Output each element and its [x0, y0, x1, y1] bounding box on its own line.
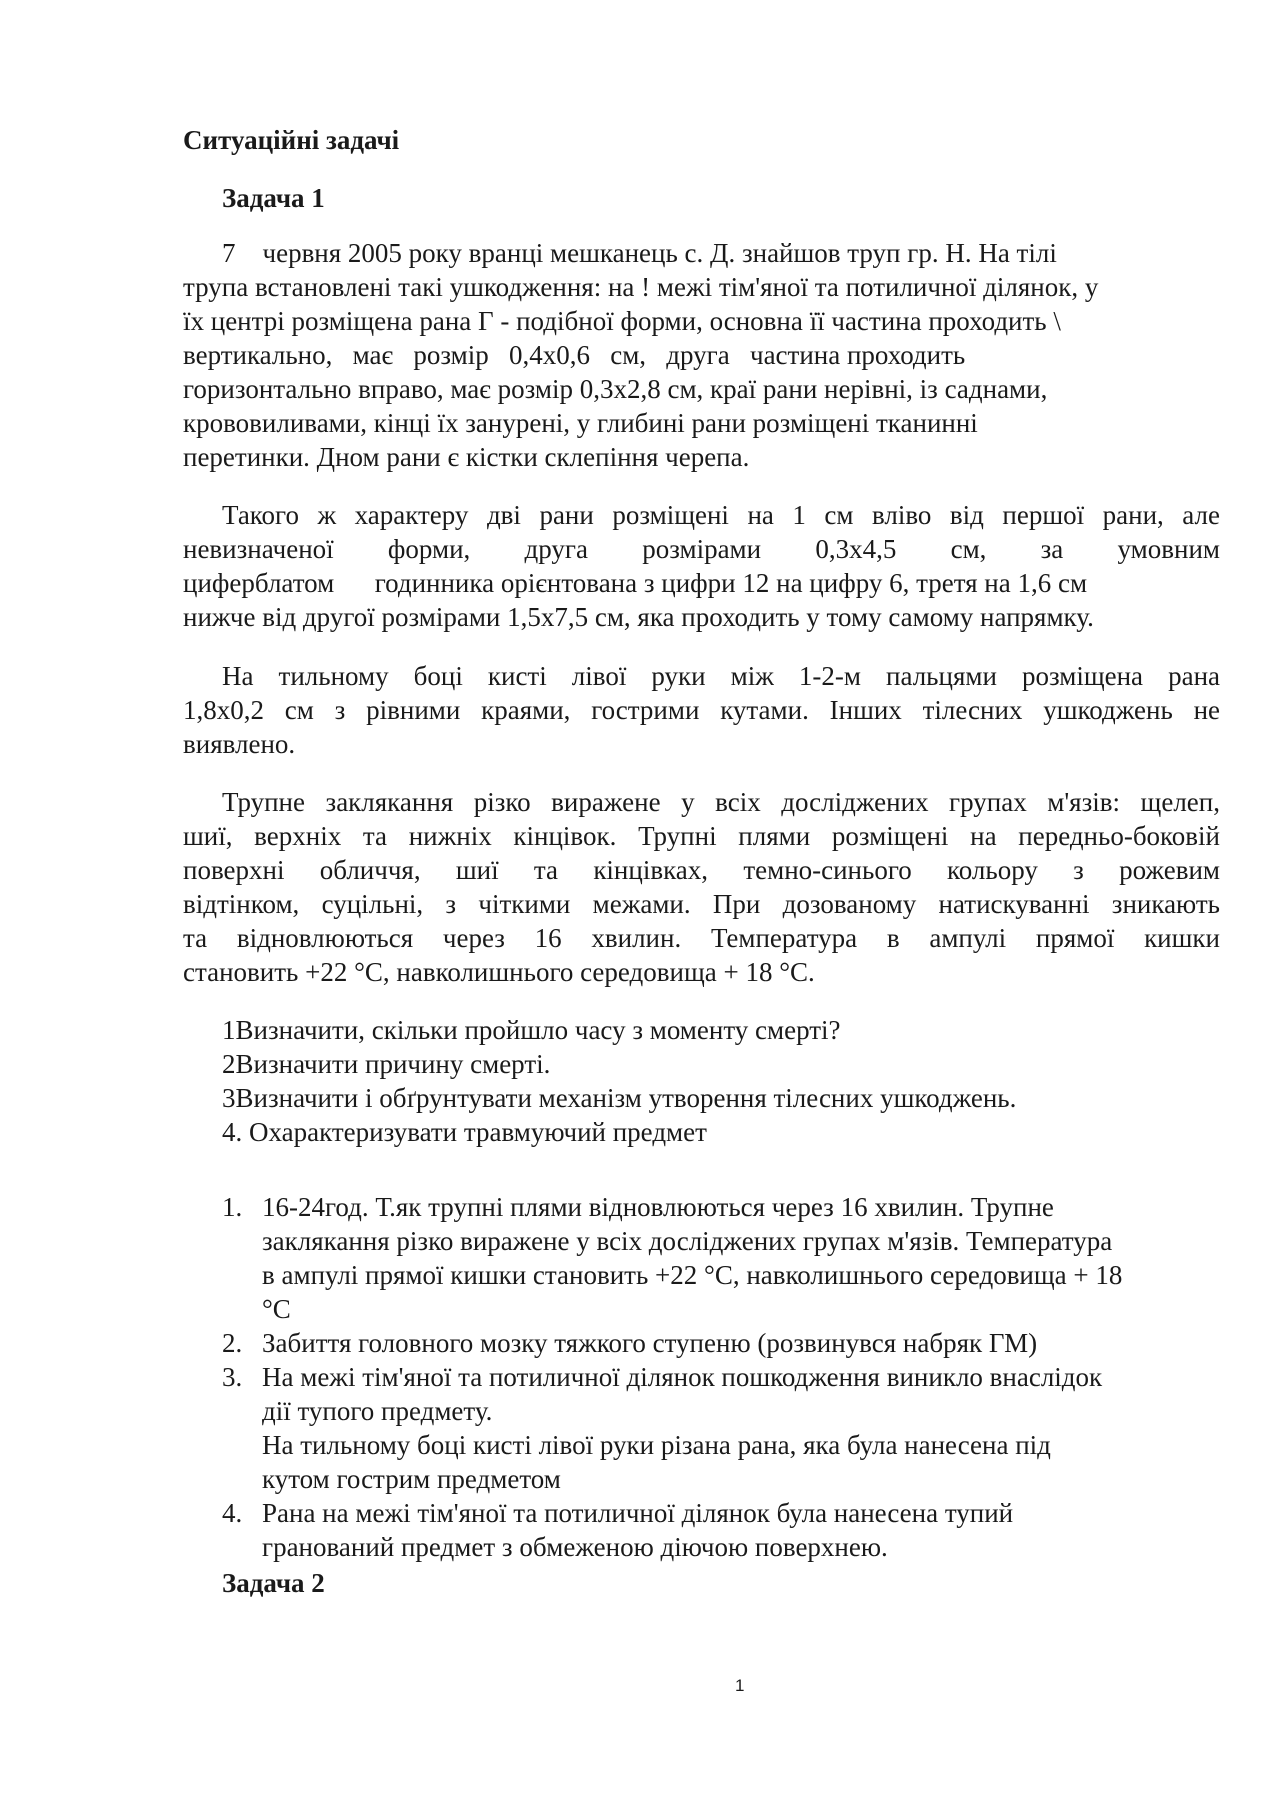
question-item: 4. Охарактеризувати травмуючий предмет — [222, 1117, 707, 1147]
answer-number: 1. — [222, 1192, 243, 1222]
p2-line: невизначеної форми, друга розмірами 0,3х4,5 см, за умовним — [183, 534, 1220, 564]
answer-line: На тильному боці кисті лівої руки різана рана, яка була нанесена під — [262, 1430, 1051, 1460]
p2-line: нижче від другої розмірами 1,5х7,5 см, яка проходить у тому самому напрямку. — [183, 602, 1094, 632]
p2-line: циферблатом годинника орієнтована з цифри 12 на цифру 6, третя на 1,6 см — [183, 568, 1088, 598]
question-item: 2Визначити причину смерті. — [222, 1049, 551, 1079]
answer-line: Рана на межі тім'яної та потиличної ділянок була нанесена тупий — [262, 1498, 1014, 1528]
page-number: 1 — [735, 1676, 745, 1695]
p4-line: відтінком, суцільні, з чіткими межами. При дозованому натискуванні зникають — [183, 889, 1220, 919]
p4-line: становить +22 °С, навколишнього середовища + 18 °С. — [183, 957, 815, 987]
answer-line: гранований предмет з обмеженою діючою поверхнею. — [262, 1532, 888, 1562]
task2-heading: Задача 2 — [222, 1568, 325, 1598]
p1-line: їх центрі розміщена рана Г - подібної форми, основна її частина проходить \ — [183, 306, 1061, 336]
answer-line: 16-24год. Т.як трупні плями відновлюються через 16 хвилин. Трупне — [262, 1192, 1054, 1222]
p3-line: виявлено. — [183, 729, 296, 759]
p3-line: На тильному боці кисті лівої руки між 1-2-м пальцями розміщена рана — [222, 661, 1220, 691]
p1-line: горизонтально вправо, має розмір 0,3х2,8 см, краї рани нерівні, із саднами, — [183, 374, 1048, 404]
p1-line: крововиливами, кінці їх занурені, у глибині рани розміщені тканинні — [183, 408, 978, 438]
answer-line: кутом гострим предметом — [262, 1464, 561, 1494]
p1-line: 7 червня 2005 року вранці мешканець с. Д. знайшов труп гр. Н. На тілі — [222, 238, 1057, 268]
answer-line: в ампулі прямої кишки становить +22 °С, навколишнього середовища + 18 — [262, 1260, 1123, 1290]
p1-line: перетинки. Дном рани є кістки склепіння черепа. — [183, 442, 750, 472]
question-item: 1Визначити, скільки пройшло часу з моменту смерті? — [222, 1015, 841, 1045]
answer-number: 3. — [222, 1362, 243, 1392]
answer-line: заклякання різко виражене у всіх досліджених групах м'язів. Температура — [262, 1226, 1113, 1256]
answer-line: Забиття головного мозку тяжкого ступеню (розвинувся набряк ГМ) — [262, 1328, 1038, 1358]
task1-heading: Задача 1 — [222, 183, 325, 213]
answer-number: 4. — [222, 1498, 243, 1528]
p4-line: поверхні обличчя, шиї та кінцівках, темно-синього кольору з рожевим — [183, 855, 1220, 885]
p4-line: та відновлюються через 16 хвилин. Температура в ампулі прямої кишки — [183, 923, 1220, 953]
document-title: Ситуаційні задачі — [183, 125, 400, 155]
p1-line: вертикально, має розмір 0,4х0,6 см, друга частина проходить — [183, 340, 966, 370]
p2-line: Такого ж характеру дві рани розміщені на 1 см вліво від першої рани, але — [222, 500, 1220, 530]
question-item: 3Визначити і обґрунтувати механізм утворення тілесних ушкоджень. — [222, 1083, 1017, 1113]
answer-line: На межі тім'яної та потиличної ділянок пошкодження виникло внаслідок — [262, 1362, 1103, 1392]
answer-line: °С — [262, 1294, 291, 1324]
p4-line: Трупне заклякання різко виражене у всіх досліджених групах м'язів: щелеп, — [222, 787, 1220, 817]
p3-line: 1,8х0,2 см з рівними краями, гострими кутами. Інших тілесних ушкоджень не — [183, 695, 1220, 725]
answer-line: дії тупого предмету. — [262, 1396, 493, 1426]
p4-line: шиї, верхніх та нижніх кінцівок. Трупні плями розміщені на передньо-боковій — [183, 821, 1220, 851]
p1-line: трупа встановлені такі ушкодження: на ! межі тім'яної та потиличної ділянок, у — [183, 272, 1099, 302]
answer-number: 2. — [222, 1328, 243, 1358]
